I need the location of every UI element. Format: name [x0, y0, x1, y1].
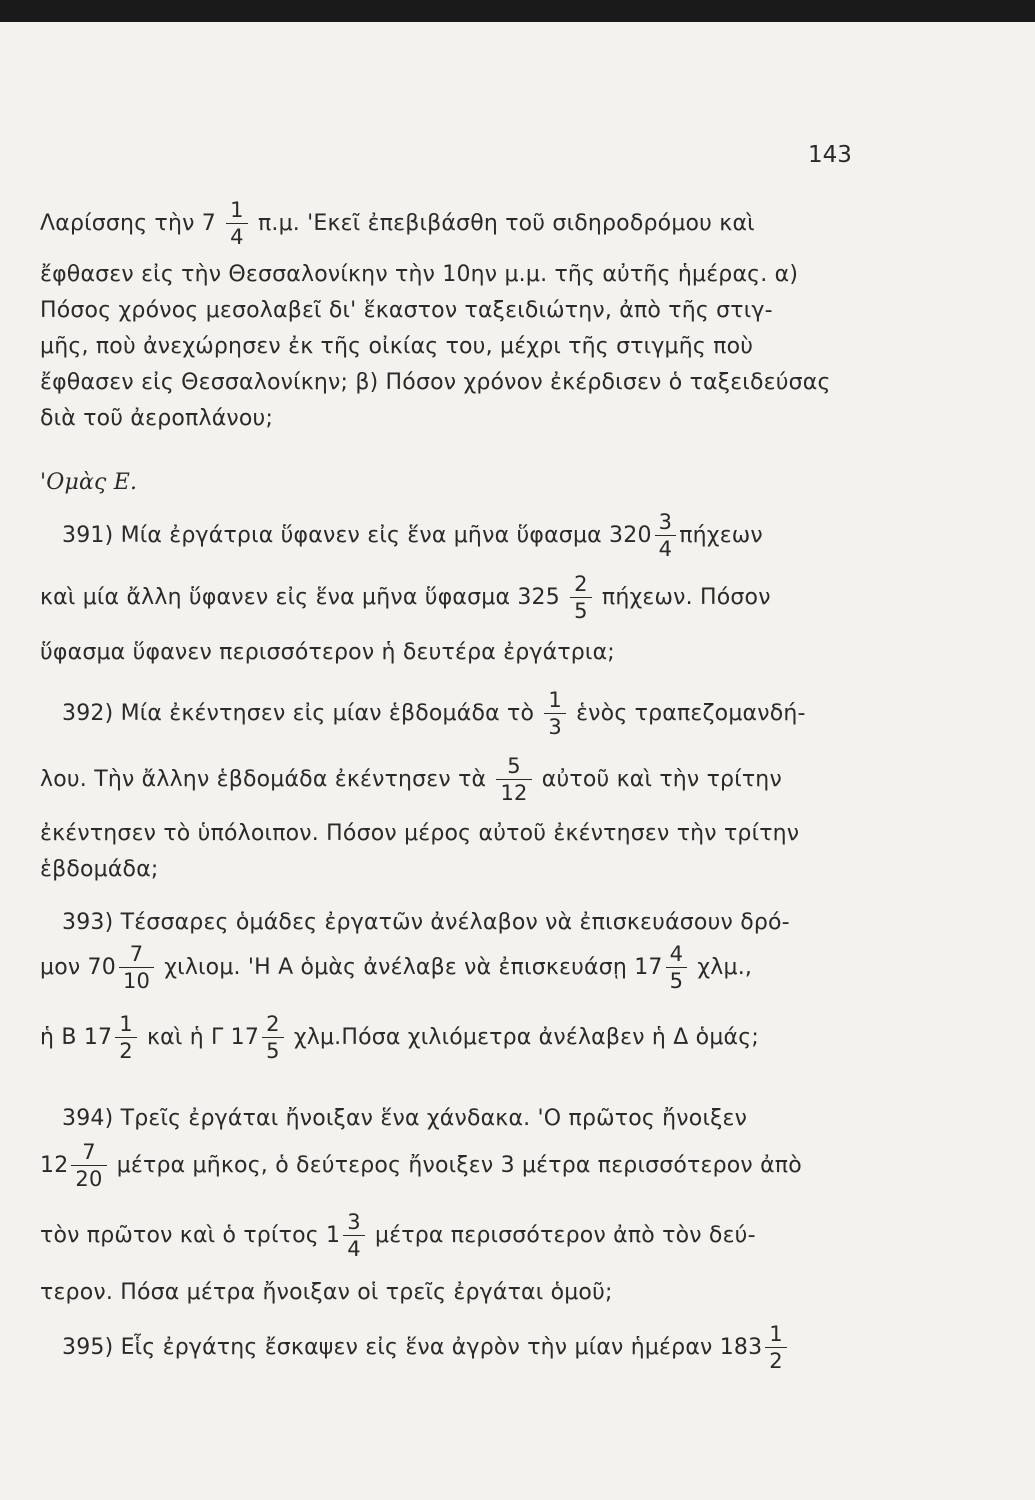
denominator: 20: [75, 1167, 103, 1191]
denominator: 5: [266, 1039, 280, 1063]
problem-392-line: ἑβδομάδα;: [40, 857, 159, 882]
denominator: 10: [122, 969, 151, 993]
denominator: 12: [500, 781, 528, 805]
text: ἡ Β 17: [40, 1025, 113, 1050]
fraction: [544, 690, 566, 738]
page-number: 143: [808, 142, 852, 168]
text: 395) Εἷς ἐργάτης ἔσκαψεν εἰς ἕνα ἀγρὸν τὴν μίαν ἡμέραν 183: [62, 1335, 763, 1360]
text-line: μῆς, ποὺ ἀνεχώρησεν ἐκ τῆς οἰκίας του, μέχρι τῆς στιγμῆς ποὺ: [40, 334, 754, 359]
problem-394-line: [40, 1142, 802, 1190]
problem-391-line: [62, 512, 763, 560]
text: χιλιομ. 'Η Α ὁμὰς ἀνέλαβε νὰ ἐπισκευάσῃ 17: [164, 955, 663, 980]
problem-391-line: [40, 574, 771, 622]
text: αὐτοῦ καὶ τὴν τρίτην: [541, 767, 782, 792]
denominator: 4: [658, 537, 673, 561]
text: Λαρίσσης τὴν 7: [40, 211, 216, 236]
text-line: [40, 200, 755, 248]
denominator: 5: [574, 599, 588, 623]
text: τὸν πρῶτον καὶ ὁ τρίτος 1: [40, 1223, 341, 1248]
text: πήχεων: [679, 523, 763, 548]
denominator: 4: [347, 1237, 361, 1261]
problem-391-line: ὕφασμα ὕφανεν περισσότερον ἡ δευτέρα ἐργάτρια;: [40, 640, 615, 665]
text: 391) Μία ἐργάτρια ὕφανεν εἰς ἕνα μῆνα ὕφασμα 320: [62, 523, 652, 548]
problem-392-line: [40, 756, 782, 804]
text: 392) Μία ἐκέντησεν εἰς μίαν ἑβδομάδα τὸ: [62, 701, 535, 726]
problem-393-line: [40, 944, 752, 992]
denominator: 2: [769, 1349, 783, 1373]
problem-394-line: τερον. Πόσα μέτρα ἤνοιξαν οἱ τρεῖς ἐργάται ὁμοῦ;: [40, 1280, 613, 1305]
fraction: [666, 944, 688, 992]
fraction: [655, 512, 677, 560]
text-line: διὰ τοῦ ἀεροπλάνου;: [40, 406, 274, 431]
denominator: 2: [119, 1039, 133, 1063]
problem-393-line: 393) Τέσσαρες ὁμάδες ἐργατῶν ἀνέλαβον νὰ ἐπισκευάσουν δρό-: [62, 910, 790, 935]
text: μέτρα περισσότερον ἀπὸ τὸν δεύ-: [375, 1223, 756, 1248]
numerator: 3: [655, 512, 677, 536]
numerator: 1: [115, 1014, 137, 1038]
numerator: 2: [570, 574, 592, 598]
text: μον 70: [40, 955, 116, 980]
fraction: [262, 1014, 284, 1062]
scan-top-edge: [0, 0, 1035, 22]
fraction: [71, 1142, 106, 1190]
fraction: [765, 1324, 787, 1372]
numerator: 1: [765, 1324, 787, 1348]
fraction: [343, 1212, 365, 1260]
problem-394-line: 394) Τρεῖς ἐργάται ἤνοιξαν ἕνα χάνδακα. 'Ο πρῶτος ἤνοιξεν: [62, 1106, 748, 1131]
fraction: [496, 756, 531, 804]
section-heading: 'Ομὰς Ε.: [40, 470, 138, 495]
text: ἑνὸς τραπεζομανδή-: [576, 701, 806, 726]
fraction: [119, 944, 154, 992]
problem-393-line: [40, 1014, 759, 1062]
numerator: 3: [343, 1212, 365, 1236]
fraction: [115, 1014, 137, 1062]
numerator: 5: [496, 756, 531, 780]
text: μέτρα μῆκος, ὁ δεύτερος ἤνοιξεν 3 μέτρα περισσότερον ἀπὸ: [116, 1153, 802, 1178]
problem-392-line: [62, 690, 806, 738]
numerator: 7: [71, 1142, 106, 1166]
numerator: 2: [262, 1014, 284, 1038]
denominator: 3: [548, 715, 562, 739]
numerator: 7: [119, 944, 154, 968]
text-line: ἔφθασεν εἰς Θεσσαλονίκην; β) Πόσον χρόνον ἐκέρδισεν ὁ ταξειδεύσας: [40, 370, 831, 395]
text: π.μ. 'Εκεῖ ἐπεβιβάσθη τοῦ σιδηροδρόμου καὶ: [257, 211, 755, 236]
text: λου. Τὴν ἄλλην ἑβδομάδα ἐκέντησεν τὰ: [40, 767, 487, 792]
numerator: 1: [226, 200, 248, 224]
denominator: 5: [669, 969, 684, 993]
text: πήχεων. Πόσον: [601, 585, 771, 610]
text-line: Πόσος χρόνος μεσολαβεῖ δι' ἕκαστον ταξειδιώτην, ἀπὸ τῆς στιγ-: [40, 298, 773, 323]
numerator: 1: [544, 690, 566, 714]
text-line: ἔφθασεν εἰς τὴν Θεσσαλονίκην τὴν 10ην μ.μ. τῆς αὐτῆς ἡμέρας. α): [40, 262, 799, 287]
fraction: [570, 574, 592, 622]
text: καὶ ἡ Γ 17: [146, 1025, 260, 1050]
numerator: 4: [666, 944, 688, 968]
text: καὶ μία ἄλλη ὕφανεν εἰς ἕνα μῆνα ὕφασμα 325: [40, 585, 560, 610]
fraction: [226, 200, 248, 248]
problem-394-line: [40, 1212, 756, 1260]
text: χλμ.Πόσα χιλιόμετρα ἀνέλαβεν ἡ Δ ὁμάς;: [293, 1025, 759, 1050]
denominator: 4: [230, 225, 244, 249]
problem-395-line: [62, 1324, 790, 1372]
text: χλμ.,: [697, 955, 753, 980]
problem-392-line: ἐκέντησεν τὸ ὑπόλοιπον. Πόσον μέρος αὐτοῦ ἐκέντησεν τὴν τρίτην: [40, 821, 800, 846]
text: 12: [40, 1153, 69, 1178]
